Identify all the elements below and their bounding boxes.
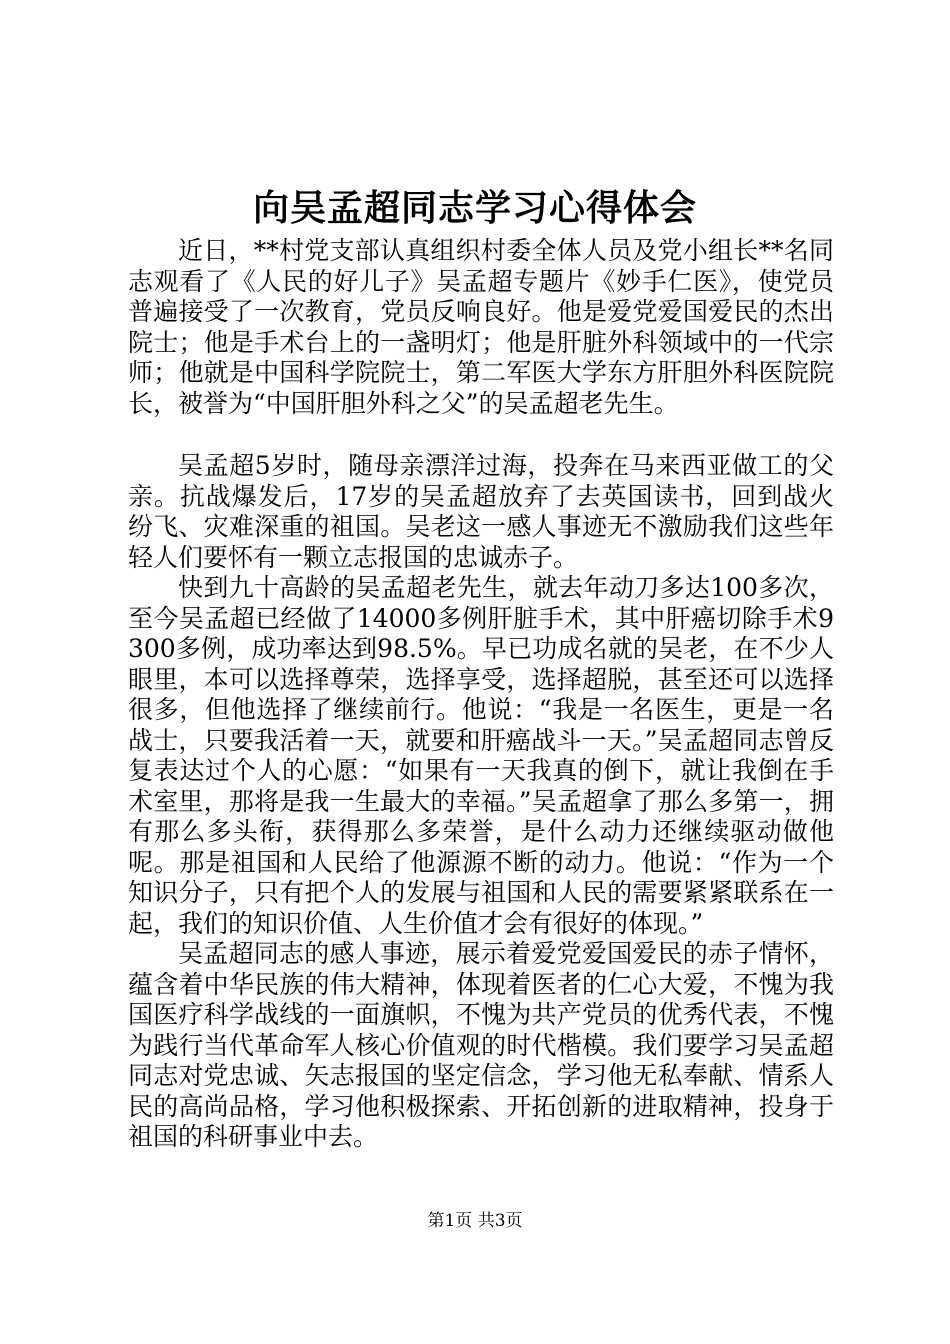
page-number-footer: 第1页 共3页 (427, 1211, 523, 1231)
paragraph-4: 吴孟超同志的感人事迹，展示着爱党爱国爱民的赤子情怀，蕴含着中华民族的伟大精神，体现着医者的仁心大爱，不愧为我国医疗科学战线的一面旗帜，不愧为共产党员的优秀代表，不愧为践行当代革命军人核心价值观的时代楷模。我们要学习吴孟超同志对党忠诚、矢志报国的坚定信念，学习他无私奉献、情系人民的高尚品格，学习他积极探索、开拓创新的进取精神，投身于祖国的科研事业中去。 (128, 939, 834, 1151)
paragraph-spacer (128, 419, 834, 451)
paragraph-1: 近日，**村党支部认真组织村委全体人员及党小组长**名同志观看了《人民的好儿子》吴孟超专题片《妙手仁医》，使党员普遍接受了一次教育，党员反响良好。他是爱党爱国爱民的杰出院士；他是手术台上的一盏明灯；他是肝脏外科领域中的一代宗师；他就是中国科学院院士，第二军医大学东方肝胆外科医院院长，被誉为“中国肝胆外科之父”的吴孟超老先生。 (128, 236, 834, 418)
paragraph-2: 吴孟超5岁时，随母亲漂洋过海，投奔在马来西亚做工的父亲。抗战爆发后，17岁的吴孟超放弃了去英国读书，回到战火纷飞、灾难深重的祖国。吴老这一感人事迹无不激励我们这些年轻人们要怀有一颗立志报国的忠诚赤子。 (128, 451, 834, 572)
paragraph-3: 快到九十高龄的吴孟超老先生，就去年动刀多达100多次，至今吴孟超已经做了14000多例肝脏手术，其中肝癌切除手术9300多例，成功率达到98.5%。早已功成名就的吴老，在不少人眼里，本可以选择尊荣，选择享受，选择超脱，甚至还可以选择很多，但他选择了继续前行。他说：“我是一名医生，更是一名战士，只要我活着一天，就要和肝癌战斗一天。”吴孟超同志曾反复表达过个人的心愿：“如果有一天我真的倒下，就让我倒在手术室里，那将是我一生最大的幸福。”吴孟超拿了那么多第一，拥有那么多头衔，获得那么多荣誉，是什么动力还继续驱动做他呢。那是祖国和人民给了他源源不断的动力。他说：“作为一个知识分子，只有把个人的发展与祖国和人民的需要紧紧联系在一起，我们的知识价值、人生价值才会有很好的体现。” (128, 573, 834, 938)
document-title: 向吴孟超同志学习心得体会 (252, 187, 697, 229)
document-body (128, 236, 834, 1153)
